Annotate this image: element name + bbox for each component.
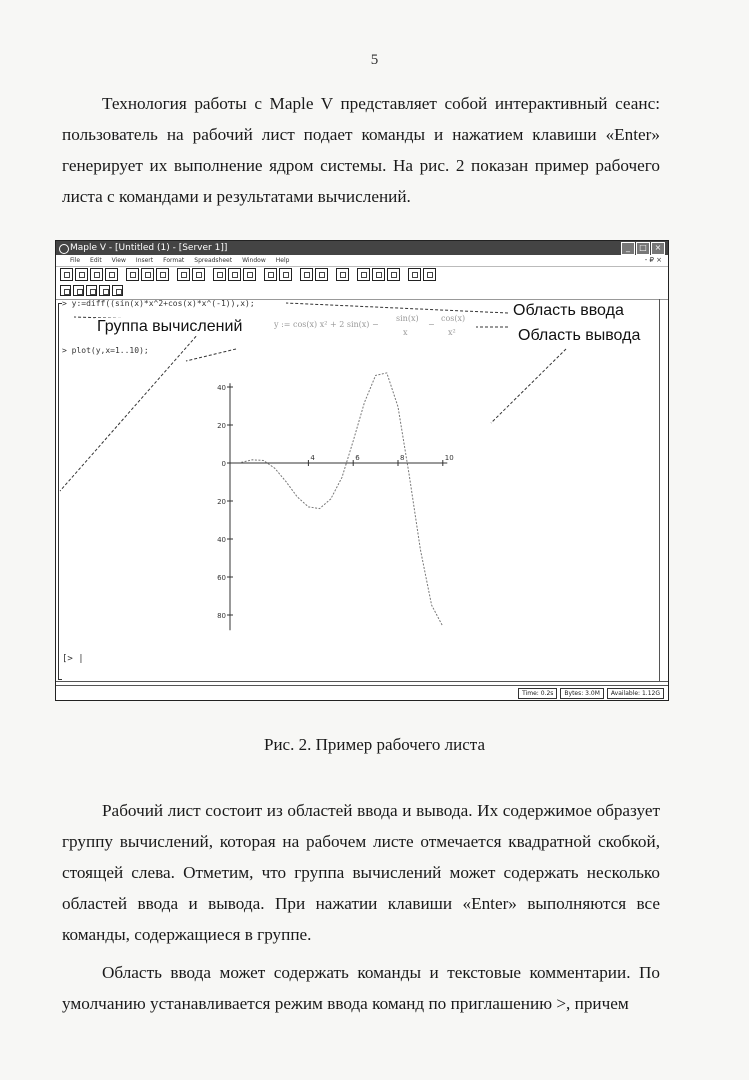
leader-line-output-plot: [491, 349, 566, 423]
paragraph-worksheet: Рабочий лист состоит из областей ввода и вывода. Их содержимое образует группу вычислений, которая на рабочем листе отмечается квадратной скобкой, стоящей слева. Отметим, что группа вычислений может содержать несколько областей ввода и вывода. При нажатии клавиши «Enter» выполняются все команды, содержащиеся в группе.: [62, 801, 660, 944]
vertical-scrollbar[interactable]: [659, 299, 668, 682]
input-command-plot[interactable]: > plot(y,x=1..10);: [62, 346, 149, 355]
page-number: 5: [370, 52, 379, 68]
y-tick-label: 20: [217, 498, 226, 506]
empty-input-prompt[interactable]: [> |: [62, 654, 84, 664]
menu-insert[interactable]: Insert: [135, 257, 154, 264]
callout-execution-group: Группа вычислений: [97, 318, 243, 335]
leader-line-group-bracket: [60, 325, 206, 491]
figure-caption: Рис. 2. Пример рабочего листа: [264, 735, 485, 754]
menu-view[interactable]: View: [111, 257, 126, 264]
minimize-button[interactable]: _: [621, 242, 635, 255]
output-part-den1: x: [403, 328, 408, 337]
x-tick-label: 4: [310, 454, 315, 462]
leader-line-group-plot: [186, 349, 236, 361]
callout-output-region: Область вывода: [518, 327, 641, 344]
output-part-main: y := cos(x) x² + 2 sin(x) −: [274, 320, 379, 329]
x-tick-label: 10: [444, 454, 454, 462]
maximize-button[interactable]: □: [636, 242, 650, 255]
paragraph-input-region: Область ввода может содержать команды и текстовые комментарии. По умолчанию устанавливается режим ввода команд по приглашению >, причем: [62, 963, 660, 1013]
menu-edit[interactable]: Edit: [90, 257, 102, 264]
window-title: Maple V - [Untitled (1) - [Server 1]]: [70, 243, 228, 253]
menu-spreadsheet[interactable]: Spreadsheet: [194, 257, 233, 264]
output-part-num1: sin(x): [396, 314, 419, 323]
maple-window: [55, 240, 669, 701]
document-window-controls[interactable]: - ₽ ×: [644, 256, 662, 264]
close-button[interactable]: ×: [651, 242, 665, 255]
y-tick-label: 40: [217, 536, 226, 544]
menu-file[interactable]: File: [70, 257, 81, 264]
status-available: Available: 1.12G: [607, 688, 664, 699]
status-bytes: Bytes: 3.0M: [560, 688, 603, 699]
output-part-num2: cos(x): [441, 314, 466, 323]
y-tick-label: 40: [217, 384, 226, 392]
output-part-den2: x²: [448, 328, 456, 337]
horizontal-scrollbar[interactable]: [56, 681, 668, 686]
status-bar: [56, 687, 668, 700]
y-tick-label: 20: [217, 422, 226, 430]
paragraph-intro: Технология работы с Maple V представляет собой интерактивный сеанс: пользователь на рабочий лист подает команды и нажатием клавиши «Enter» генерирует их выполнение ядром системы. На рис. 2 показан пример рабочего листа с командами и результатами вычислений.: [62, 94, 660, 206]
x-tick-label: 8: [400, 454, 405, 462]
series-line: [241, 373, 443, 627]
menu-help[interactable]: Help: [275, 257, 290, 264]
y-tick-label: 60: [217, 574, 226, 582]
menu-window[interactable]: Window: [242, 257, 266, 264]
menu-format[interactable]: Format: [163, 257, 185, 264]
leader-line-input: [286, 303, 508, 313]
x-tick-label: 6: [355, 454, 360, 462]
status-time: Time: 0.2s: [518, 688, 557, 699]
callout-input-region: Область ввода: [513, 302, 624, 319]
output-part-minus: −: [428, 320, 435, 329]
input-command-diff[interactable]: > y:=diff((sin(x)*x^2+cos(x)*x^(-1)),x);: [62, 299, 255, 308]
y-tick-label: 80: [217, 612, 226, 620]
y-tick-label: 0: [221, 460, 226, 468]
